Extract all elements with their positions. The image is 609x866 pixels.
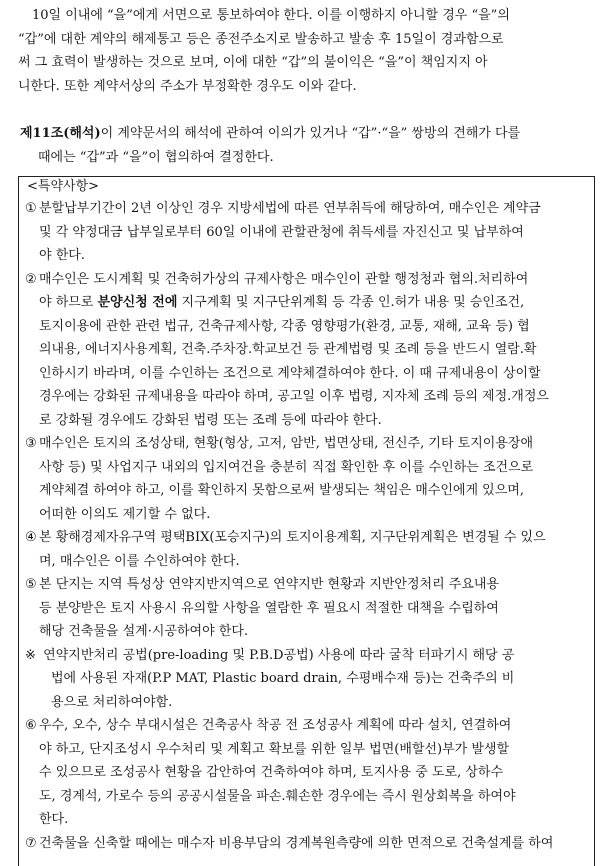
item-number: ②	[25, 271, 37, 287]
special-item-5	[25, 573, 588, 644]
item-number: ③	[25, 436, 37, 451]
intro-line: “갑”에 대한 계약의 해제통고 등은 종전주소지로 발송하고 발송 후 15일이 경과함으로	[18, 31, 504, 47]
item-text: 분할납부기간이 2년 이상인 경우 지방세법에 따른 연부취득에 해당하여, 매수인은 계약금	[39, 201, 541, 216]
note-line: 법에 사용된 자재(P.P MAT, Plastic board drain, 수평배수재 등)는 건축주의 비	[51, 671, 515, 686]
item-text: 우수, 오수, 상수 부대시설은 건축공사 착공 전 조성공사 계획에 따라 설치, 연결하여	[39, 718, 512, 733]
item-line: 어떠한 이의도 제기할 수 없다.	[39, 506, 211, 522]
article-11	[20, 122, 595, 169]
item-line: 인하시기 바라며, 이를 수인하는 조건으로 계약체결하여야 한다. 이 때 규제내용이 상이할	[39, 365, 541, 381]
article-11-text: 이 계약문서의 해석에 관하여 이의가 있거나 “갑”·“을” 쌍방의 견해가 다를	[100, 126, 521, 141]
item-line	[25, 714, 588, 738]
article-11-line-1	[20, 122, 595, 146]
special-note	[25, 644, 588, 715]
item-line	[25, 432, 588, 456]
item-line	[25, 526, 588, 550]
item-line: 경우에는 강화된 규제내용을 따라야 하며, 공고일 이후 법령, 지자체 조례 등의 제정.개정으	[39, 389, 549, 404]
item-text: 본 단지는 지역 특성상 연약지반지역으로 연약지반 현황과 지반안정처리 주요내용	[39, 577, 500, 592]
item-line: 계약체결 하여야 하고, 이를 확인하지 못함으로써 발생되는 책임은 매수인에게 있으며,	[39, 483, 524, 498]
intro-paragraph	[18, 4, 594, 98]
note-line	[25, 644, 588, 668]
item-text: 매수인은 토지의 조성상태, 현황(형상, 고저, 암반, 법면상태, 전신주, 기타 토지이용장애	[39, 436, 534, 451]
item-text: 본 황해경제자유구역 평택BIX(포승지구)의 토지이용계획, 지구단위계획은 변경될 수 있으	[39, 530, 546, 545]
item-number: ⑥	[25, 718, 37, 733]
item-line: 및 각 약정대금 납부일로부터 60일 이내에 관할관청에 취득세를 자진신고 및 납부하여	[39, 224, 524, 240]
article-11-title: 제11조(해석)	[20, 126, 101, 141]
item-line: 의내용, 에너지사용계획, 건축.주차장.학교보건 등 관계법령 및 조례 등을 반드시 열람.확	[39, 342, 537, 357]
special-item-2	[25, 268, 588, 433]
special-item-7	[25, 832, 588, 856]
item-number: ⑦	[25, 835, 37, 851]
item-line: 며, 매수인은 이를 수인하여야 한다.	[39, 553, 240, 569]
special-item-4	[25, 526, 588, 573]
note-mark: ※	[25, 647, 36, 663]
item-line: 사항 등) 및 사업지구 내외의 입지여건을 충분히 직접 확인한 후 이를 수인하는 조건으로	[39, 459, 534, 475]
item-line	[25, 197, 588, 221]
item-line	[25, 268, 588, 292]
intro-line: 니한다. 또한 계약서상의 주소가 부정확한 경우도 이와 같다.	[18, 78, 357, 94]
note-line: 용으로 처리하여야함.	[51, 694, 173, 710]
item-line	[25, 832, 588, 856]
item-text: 야 하므로	[39, 295, 98, 310]
item-line: 등 분양받은 토지 사용시 유의할 사항을 열람한 후 필요시 적절한 대책을 수립하여	[39, 600, 499, 616]
article-11-line-2: 때에는 “갑”과 “을”이 협의하여 결정한다.	[38, 149, 274, 165]
item-line	[25, 573, 588, 597]
item-line: 도, 경계석, 가로수 등의 공공시설물을 파손.훼손한 경우에는 즉시 원상회복을 하여야	[39, 788, 516, 804]
item-text: 지구계획 및 지구단위계획 등 각종 인.허가 내용 및 승인조건,	[177, 295, 525, 310]
item-line: 야 하고, 단지조성시 우수처리 및 계획고 확보를 위한 일부 법면(배할선)부가 발생할	[39, 741, 510, 757]
item-line: 한다.	[39, 812, 69, 827]
item-line: 수 있으므로 조성공사 현황을 감안하여 건축하여야 하며, 토지사용 중 도로, 상하수	[39, 765, 504, 780]
item-line: 로 강화될 경우에도 강화된 법령 또는 조례 등에 따라야 한다.	[39, 412, 382, 428]
special-item-6	[25, 714, 588, 832]
intro-line: 써 그 효력이 발생하는 것으로 보며, 이에 대한 “갑”의 불이익은 “을”이 책임지지 아	[18, 55, 488, 70]
special-item-1	[25, 197, 588, 268]
item-text: 매수인은 도시계획 및 건축허가상의 규제사항은 매수인이 관할 행정청과 협의.처리하여	[39, 271, 529, 287]
special-terms-title: <특약사항>	[27, 179, 100, 194]
intro-line: 10일 이내에 “을”에게 서면으로 통보하여야 한다. 이를 이행하지 아니할 경우 “을”의	[32, 8, 510, 23]
special-terms-box	[18, 176, 595, 866]
note-text: 연약지반처리 공법(pre-loading 및 P.B.D공법) 사용에 따라 굴착 터파기시 해당 공	[43, 647, 515, 663]
item-line: 야 한다.	[39, 248, 85, 263]
item-number: ①	[25, 201, 37, 216]
item-number: ⑤	[25, 577, 37, 592]
item-line: 해당 건축물을 설계·시공하여야 한다.	[39, 624, 249, 639]
item-text: 건축물을 신축할 때에는 매수자 비용부담의 경계복원측량에 의한 면적으로 건축설계를 하여	[39, 835, 554, 851]
item-number: ④	[25, 530, 37, 545]
item-line	[25, 291, 588, 315]
item-line: 토지이용에 관한 관련 법규, 건축규제사항, 각종 영향평가(환경, 교통, 재해, 교육 등) 협	[39, 318, 530, 334]
special-item-3	[25, 432, 588, 526]
bold-emphasis: 분양신청 전에	[97, 295, 178, 310]
